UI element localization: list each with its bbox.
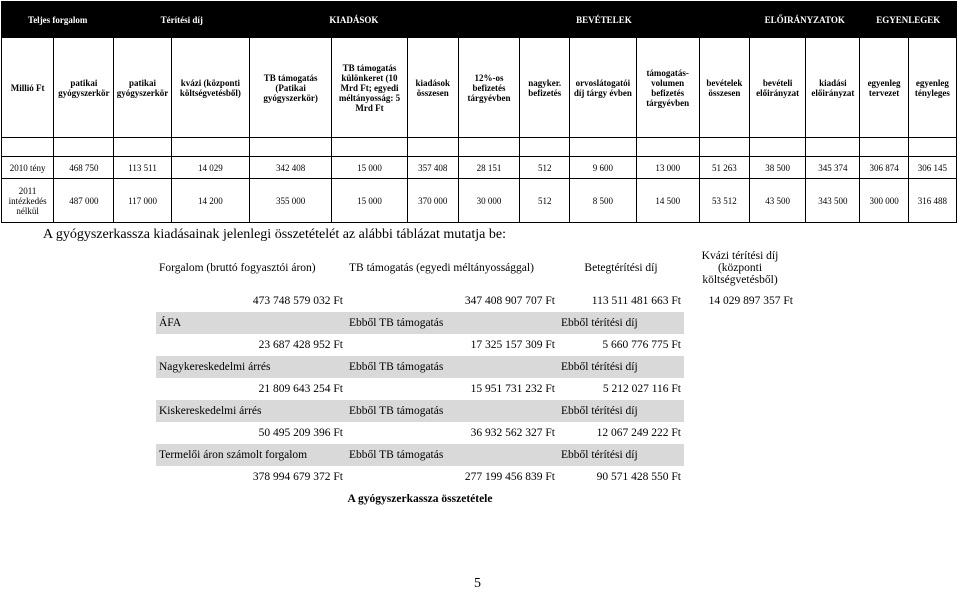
label-cell: Ebből TB támogatás	[346, 444, 558, 466]
header-cell: Kvázi térítési díj (központi költségvetésből)	[701, 249, 779, 286]
value-cell: 23 687 428 952 Ft	[258, 339, 343, 351]
cell: 316 488	[908, 179, 956, 223]
table-row	[2, 179, 957, 223]
band-kiadasok: KIADÁSOK	[249, 2, 458, 38]
table-row	[2, 157, 957, 179]
cell: 113 511	[114, 157, 171, 179]
cell: 9 600	[570, 157, 636, 179]
band-teljes-forgalom: Teljes forgalom	[2, 2, 114, 38]
value-cell: 21 809 643 254 Ft	[258, 383, 343, 395]
value-cell: 5 660 776 775 Ft	[602, 339, 681, 351]
value-cell: 50 495 209 396 Ft	[258, 427, 343, 439]
label-cell: Ebből TB támogatás	[346, 312, 558, 334]
cell: 306 145	[908, 157, 956, 179]
cell: 300 000	[860, 179, 908, 223]
cell: 512	[520, 179, 570, 223]
header-cell: Betegtérítési díj	[584, 261, 658, 274]
budget-summary-table	[1, 1, 957, 223]
values-row	[156, 378, 796, 400]
intro-paragraph: A gyógyszerkassza kiadásainak jelenlegi összetételét az alábbi táblázat mutatja be:	[43, 227, 506, 242]
values-row	[156, 422, 796, 444]
cell: 512	[520, 157, 570, 179]
label-cell: Ebből térítési díj	[558, 356, 684, 378]
label-cell: ÁFA	[156, 312, 346, 334]
header-cell: kvázi (központi költségvetésből)	[171, 38, 249, 138]
cell: 14 029	[171, 157, 249, 179]
cell: 51 263	[699, 157, 749, 179]
cell: 487 000	[54, 179, 114, 223]
label-cell: Termelői áron számolt forgalom	[156, 444, 346, 466]
cell: 306 874	[860, 157, 908, 179]
cell: 117 000	[114, 179, 171, 223]
value-cell: 15 951 731 232 Ft	[470, 383, 555, 395]
header-cell: patikai gyógyszerkör	[54, 38, 114, 138]
values-row	[156, 334, 796, 356]
label-row	[156, 312, 796, 334]
values-row	[156, 466, 796, 488]
label-cell: Ebből térítési díj	[558, 400, 684, 422]
header-cell: Forgalom (bruttó fogyasztói áron)	[159, 261, 316, 274]
band-teritesi-dij: Térítési díj	[114, 2, 250, 38]
value-cell: 378 994 679 372 Ft	[252, 471, 343, 483]
label-row	[156, 356, 796, 378]
header-cell: nagyker. befizetés	[520, 38, 570, 138]
header-cell: TB támogatás (egyedi méltányossággal)	[349, 261, 534, 274]
cell: 15 000	[332, 157, 407, 179]
label-cell: Nagykereskedelmi árrés	[156, 356, 346, 378]
header-row	[156, 245, 796, 290]
cell: 14 500	[636, 179, 699, 223]
header-cell: kiadások összesen	[407, 38, 458, 138]
value-cell: 17 325 157 309 Ft	[470, 339, 555, 351]
value-cell: 12 067 249 222 Ft	[596, 427, 681, 439]
cell: 355 000	[249, 179, 331, 223]
header-cell: 12%-os befizetés tárgyévben	[458, 38, 519, 138]
values-row	[156, 290, 796, 312]
cell: 28 151	[458, 157, 519, 179]
cell: 345 374	[806, 157, 860, 179]
value-cell: 90 571 428 550 Ft	[596, 471, 681, 483]
header-cell: bevételi előirányzat	[750, 38, 806, 138]
header-cell: TB támogatás (Patikai gyógyszerkör)	[249, 38, 331, 138]
header-cell: bevételek összesen	[699, 38, 749, 138]
cell: 14 200	[171, 179, 249, 223]
header-cell: Millió Ft	[2, 38, 54, 138]
label-row	[156, 400, 796, 422]
label-cell: Ebből TB támogatás	[346, 356, 558, 378]
band-eloiranyzat: ELŐIRÁNYZATOK	[750, 2, 860, 38]
band-egyenleg: EGYENLEGEK	[860, 2, 957, 38]
header-cell: orvoslátogatói díj tárgy évben	[570, 38, 636, 138]
label-cell: Ebből TB támogatás	[346, 400, 558, 422]
label-cell: Kiskereskedelmi árrés	[156, 400, 346, 422]
cell: 38 500	[750, 157, 806, 179]
header-cell: egyenleg tervezet	[860, 38, 908, 138]
cell: 468 750	[54, 157, 114, 179]
cell: 53 512	[699, 179, 749, 223]
cell: 343 500	[806, 179, 860, 223]
value-cell: 5 212 027 116 Ft	[602, 383, 681, 395]
value-cell: 14 029 897 357 Ft	[708, 295, 793, 307]
cell: 342 408	[249, 157, 331, 179]
value-cell: 36 932 562 327 Ft	[470, 427, 555, 439]
header-cell: TB támogatás különkeret (10 Mrd Ft; egyedi méltányosság: 5 Mrd Ft	[332, 38, 407, 138]
cell: 357 408	[407, 157, 458, 179]
header-cell: patikai gyógyszerkör	[114, 38, 171, 138]
value-cell: 347 408 907 707 Ft	[464, 295, 555, 307]
header-cell: egyenleg tényleges	[908, 38, 956, 138]
cell: 13 000	[636, 157, 699, 179]
row-label: 2010 tény	[2, 157, 54, 179]
table-caption: A gyógyszerkassza összetétele	[347, 493, 493, 505]
label-cell: Ebből térítési díj	[558, 312, 684, 334]
header-cell: kiadási előirányzat	[806, 38, 860, 138]
value-cell: 277 199 456 839 Ft	[464, 471, 555, 483]
cell: 370 000	[407, 179, 458, 223]
cell: 43 500	[750, 179, 806, 223]
value-cell: 113 511 481 663 Ft	[591, 295, 681, 307]
page-number: 5	[474, 576, 481, 591]
header-cell: támogatás-volumen befizetés tárgyévben	[636, 38, 699, 138]
row-label: 2011 intézkedés nélkül	[2, 179, 54, 223]
label-row	[156, 444, 796, 466]
label-cell: Ebből térítési díj	[558, 444, 684, 466]
cell: 8 500	[570, 179, 636, 223]
cell: 30 000	[458, 179, 519, 223]
value-cell: 473 748 579 032 Ft	[252, 295, 343, 307]
drug-fund-composition-table	[156, 245, 796, 510]
band-bevetelek: BEVÉTELEK	[458, 2, 749, 38]
cell: 15 000	[332, 179, 407, 223]
